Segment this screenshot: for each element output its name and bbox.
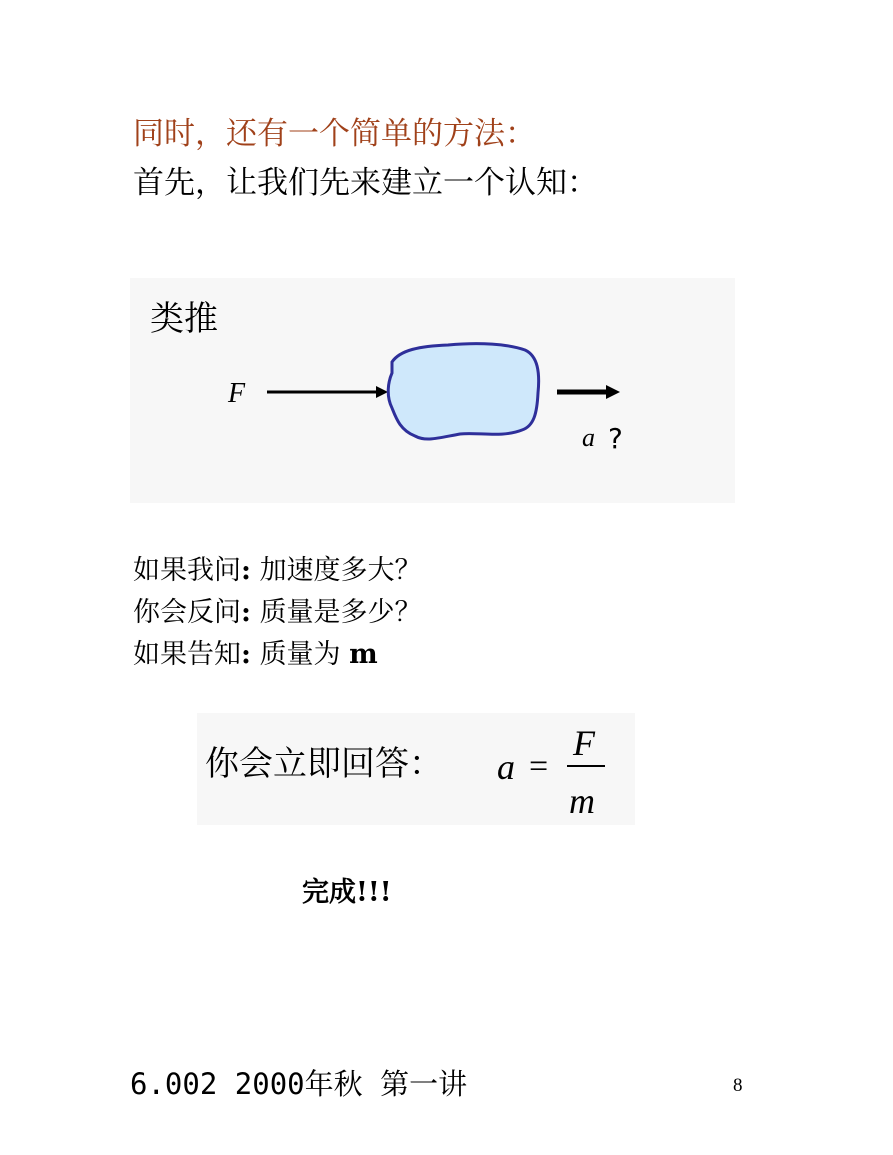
done-text: 完成!!! <box>302 877 392 908</box>
heading-line-1: 同时，还有一个简单的方法： <box>133 116 536 152</box>
formula-numerator: F <box>573 723 595 763</box>
footer-term: 年秋 <box>304 1067 363 1101</box>
footer-year: 2000 <box>234 1067 305 1101</box>
question-mark: ? <box>608 422 623 455</box>
formula-denominator: m <box>569 781 595 821</box>
qa-line-3: 如果告知: 质量为 m <box>133 639 378 670</box>
qa-line-2: 你会反问: 质量是多少？ <box>133 597 422 628</box>
footer <box>130 1062 467 1103</box>
footer-lecture: 第一讲 <box>380 1067 468 1101</box>
accel-arrow-head <box>606 385 620 399</box>
force-label: F <box>228 378 246 409</box>
qa-line-1: 如果我问: 加速度多大？ <box>133 555 422 586</box>
page-number: 8 <box>733 1075 743 1096</box>
answer-figure <box>197 713 635 825</box>
answer-text: 你会立即回答： <box>205 744 443 784</box>
footer-course: 6.002 <box>130 1067 218 1101</box>
formula-lhs: a <box>497 747 515 787</box>
accel-label: a <box>582 423 595 452</box>
heading-line-2: 首先，让我们先来建立一个认知： <box>133 165 598 201</box>
mass-variable: m <box>349 639 378 670</box>
formula-equals: = <box>529 748 549 785</box>
analogy-figure <box>130 278 735 503</box>
force-arrow-head <box>376 386 388 398</box>
object-blob <box>388 344 538 439</box>
figure-title: 类推 <box>150 299 218 339</box>
